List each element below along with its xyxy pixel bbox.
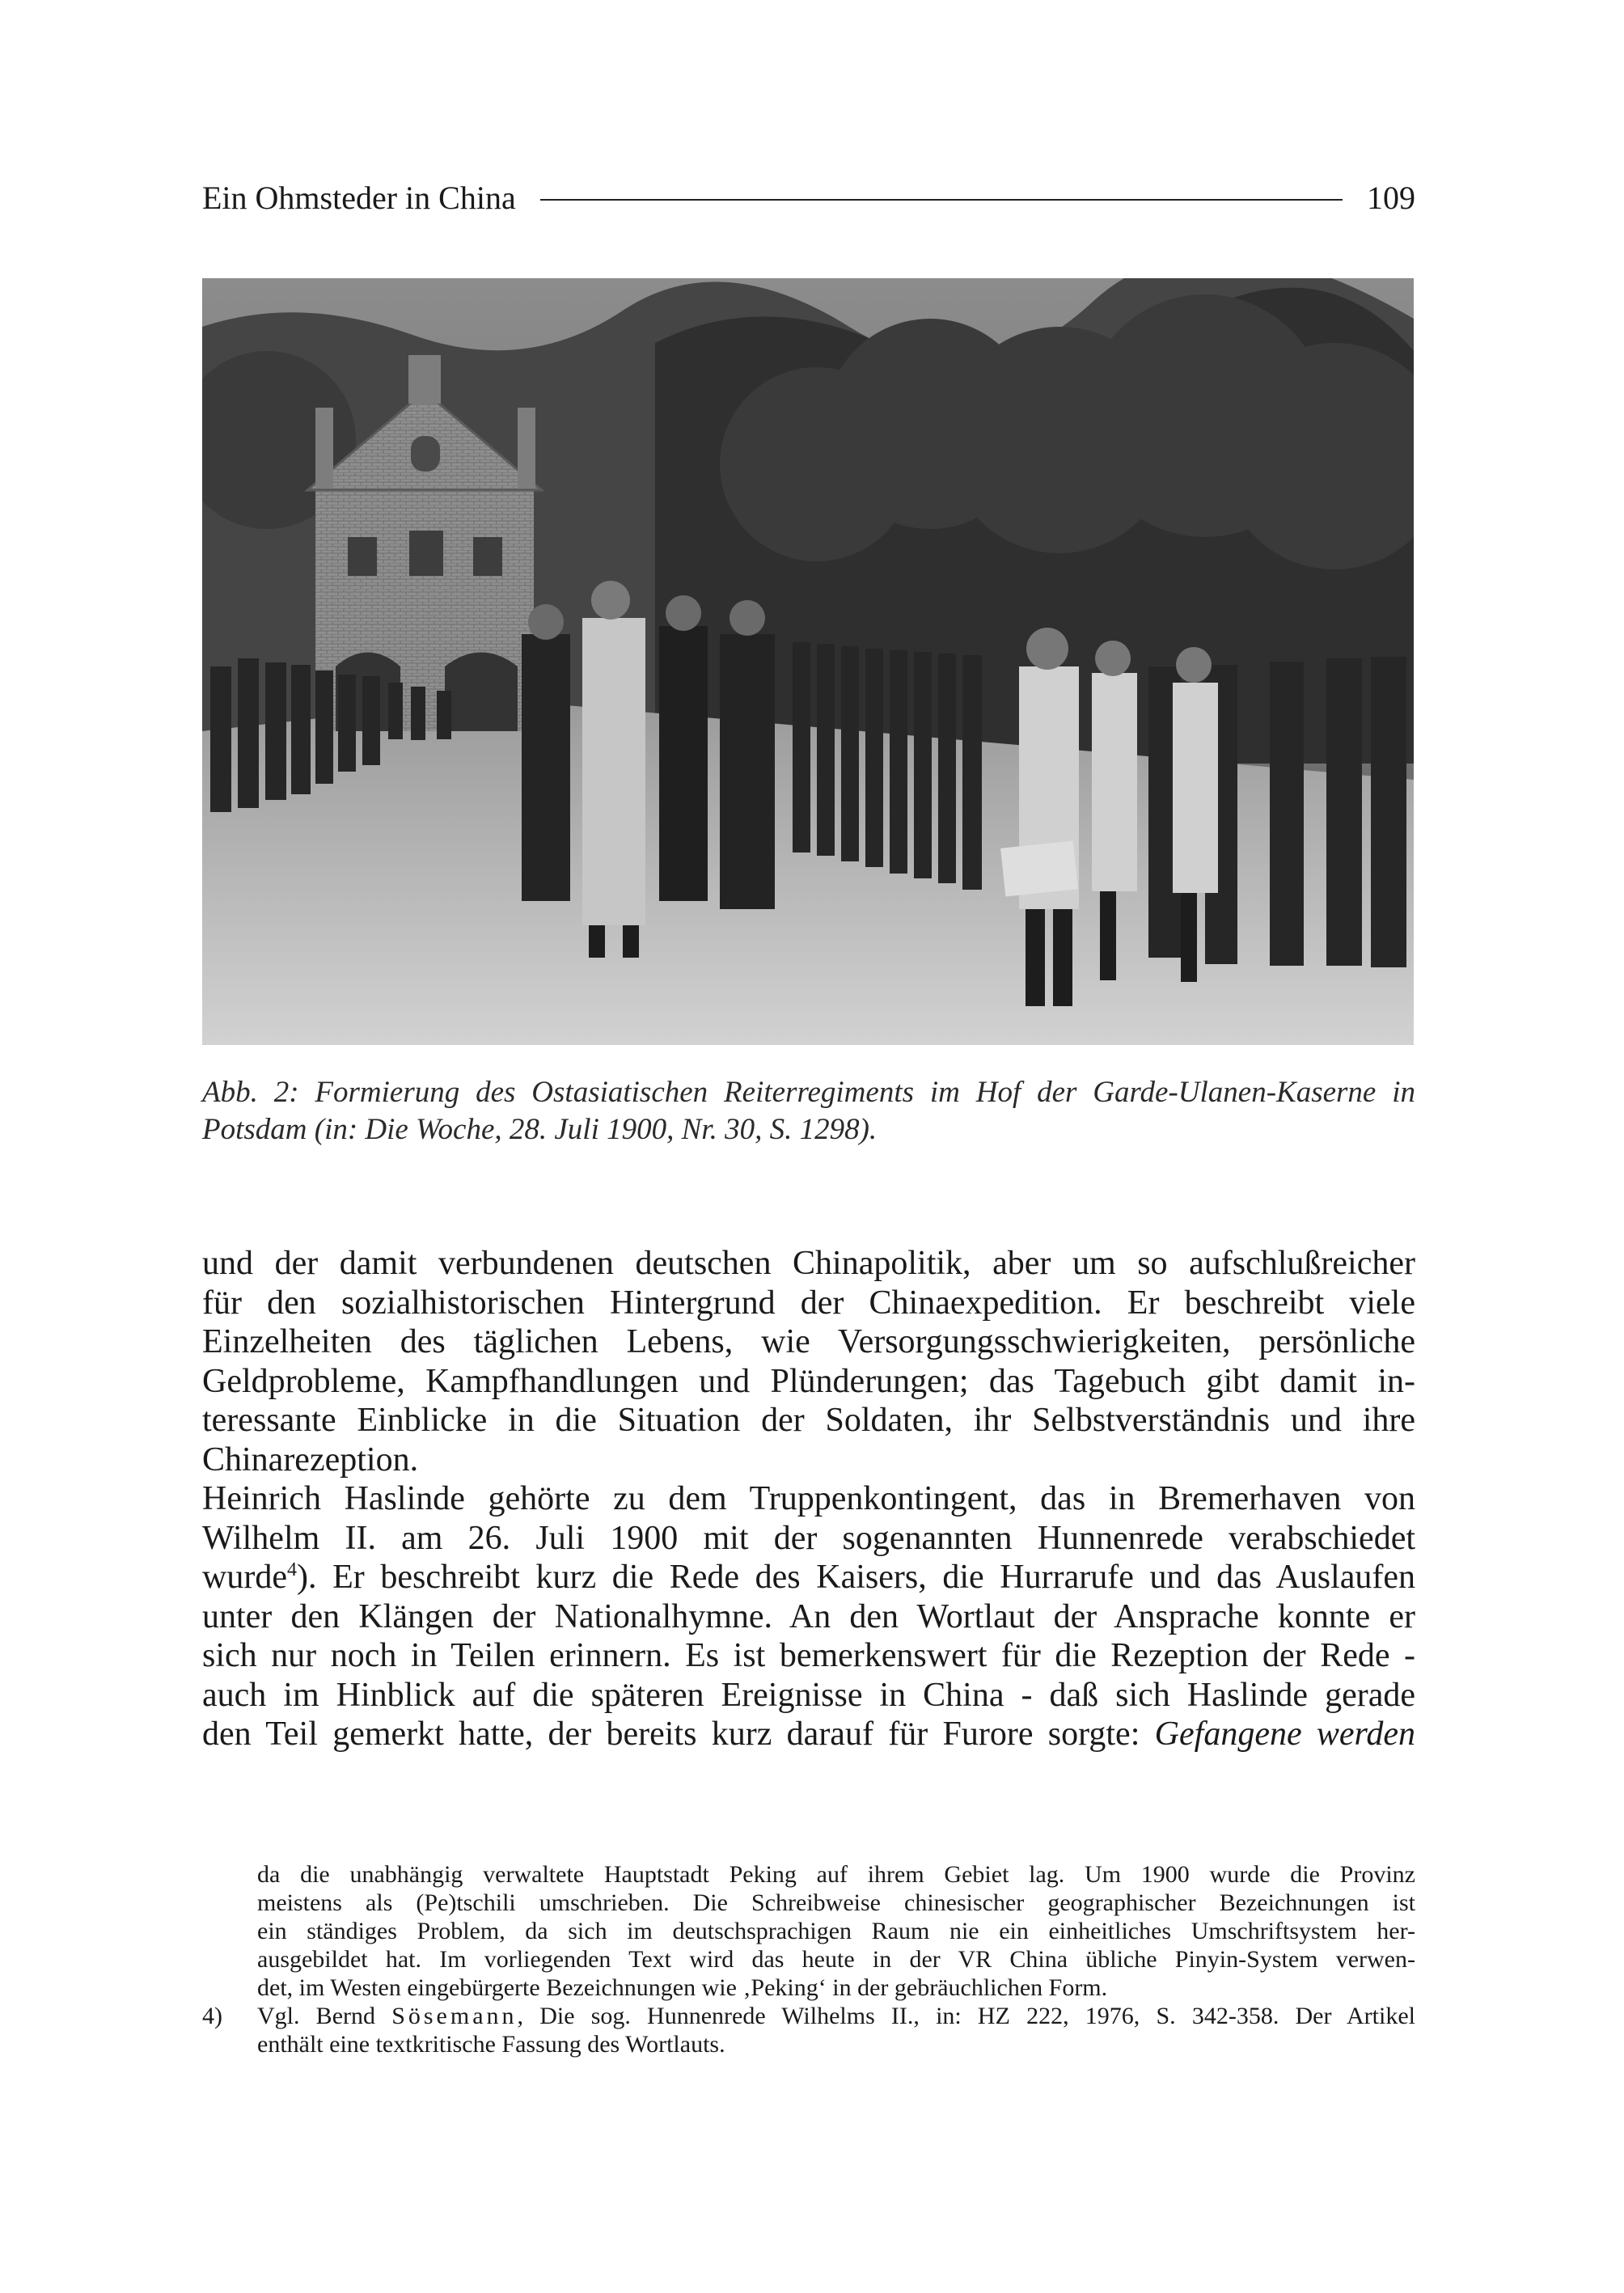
quoted-italic-text: Gefangene werden xyxy=(1154,1716,1415,1753)
body-line: unter den Klängen der Nationalhymne. An den Wortlaut der Ansprache konnte er xyxy=(202,1597,1415,1635)
footnote-line: da die unabhängig verwaltete Hauptstadt Peking auf ihrem Gebiet lag. Um 1900 wurde die Provinz xyxy=(257,1861,1415,1888)
figure-caption xyxy=(202,1074,1415,1149)
body-line: sich nur noch in Teilen erinnern. Es ist bemerkenswert für die Rezeption der Rede - xyxy=(202,1637,1415,1674)
footnote-line: ein ständiges Problem, da sich im deutschsprachigen Raum nie ein einheitliches Umschriftsystem her- xyxy=(257,1918,1415,1944)
running-header xyxy=(202,173,1415,222)
body-line: und der damit verbundenen deutschen Chinapolitik, aber um so aufschlußreicher xyxy=(202,1245,1415,1282)
footnote-text-fragment: , Die sog. Hunnenrede Wilhelms II., in: HZ 222, 1976, S. 342-358. Der Artikel xyxy=(517,2003,1415,2029)
body-line-with-footnote xyxy=(202,1558,1415,1597)
footnotes xyxy=(202,1860,1415,2058)
historical-photograph xyxy=(202,278,1414,1045)
footnote-line: enthält eine textkritische Fassung des Wortlauts. xyxy=(257,2031,725,2058)
body-line: für den sozialhistorischen Hintergrund der Chinaexpedition. Er beschreibt viele xyxy=(202,1284,1415,1322)
body-text-fragment: wurde xyxy=(202,1559,287,1596)
body-line: Heinrich Haslinde gehörte zu dem Truppenkontingent, das in Bremerhaven von xyxy=(202,1480,1415,1517)
body-line: teressante Einblicke in die Situation der Soldaten, ihr Selbstverständnis und ihre xyxy=(202,1402,1415,1439)
footnote-reference: 4 xyxy=(286,1559,297,1580)
cited-author: Sösemann xyxy=(391,2003,518,2029)
body-text-fragment: ). Er beschreibt kurz die Rede des Kaisers, die Hurrarufe und das Auslaufen xyxy=(296,1559,1415,1596)
caption-line: Potsdam (in: Die Woche, 28. Juli 1900, Nr. 30, S. 1298). xyxy=(202,1113,878,1146)
footnote-continuation xyxy=(202,1860,1415,2002)
body-line: Einzelheiten des täglichen Lebens, wie Versorgungsschwierigkeiten, persönliche xyxy=(202,1323,1415,1360)
body-text-fragment: den Teil gemerkt hatte, der bereits kurz darauf für Furore sorgte: xyxy=(202,1716,1155,1753)
body-line: Chinarezeption. xyxy=(202,1441,419,1479)
body-line: auch im Hinblick auf die späteren Ereignisse in China - daß sich Haslinde gerade xyxy=(202,1676,1415,1714)
body-line: Geldprobleme, Kampfhandlungen und Plünderungen; das Tagebuch gibt damit in- xyxy=(202,1362,1415,1400)
body-line: Wilhelm II. am 26. Juli 1900 mit der sogenannten Hunnenrede verabschiedet xyxy=(202,1519,1415,1557)
photograph-image xyxy=(202,278,1414,1045)
footnote-line: ausgebildet hat. Im vorliegenden Text wird das heute in der VR China übliche Pinyin-System verwen- xyxy=(257,1946,1415,1973)
footnote-line: meistens als (Pe)tschili umschrieben. Die Schreibweise chinesischer geographischer Bezeichnungen ist xyxy=(257,1889,1415,1916)
body-text xyxy=(202,1244,1415,1754)
page-number: 109 xyxy=(1367,179,1415,216)
footnote-line xyxy=(257,2002,1415,2030)
body-line xyxy=(202,1715,1415,1754)
footnote-number: 4) xyxy=(202,2003,222,2029)
running-title: Ein Ohmsteder in China xyxy=(202,179,516,216)
footnote-4 xyxy=(202,2002,1415,2058)
footnote-line: det, im Westen eingebürgerte Bezeichnungen wie ‚Peking‘ in der gebräuchlichen Form. xyxy=(257,1974,1108,2001)
header-rule xyxy=(540,199,1343,201)
footnote-text-fragment: Vgl. Bernd xyxy=(257,2003,392,2029)
caption-line: Abb. 2: Formierung des Ostasiatischen Reiterregiments im Hof der Garde-Ulanen-Kaserne in xyxy=(202,1076,1415,1109)
